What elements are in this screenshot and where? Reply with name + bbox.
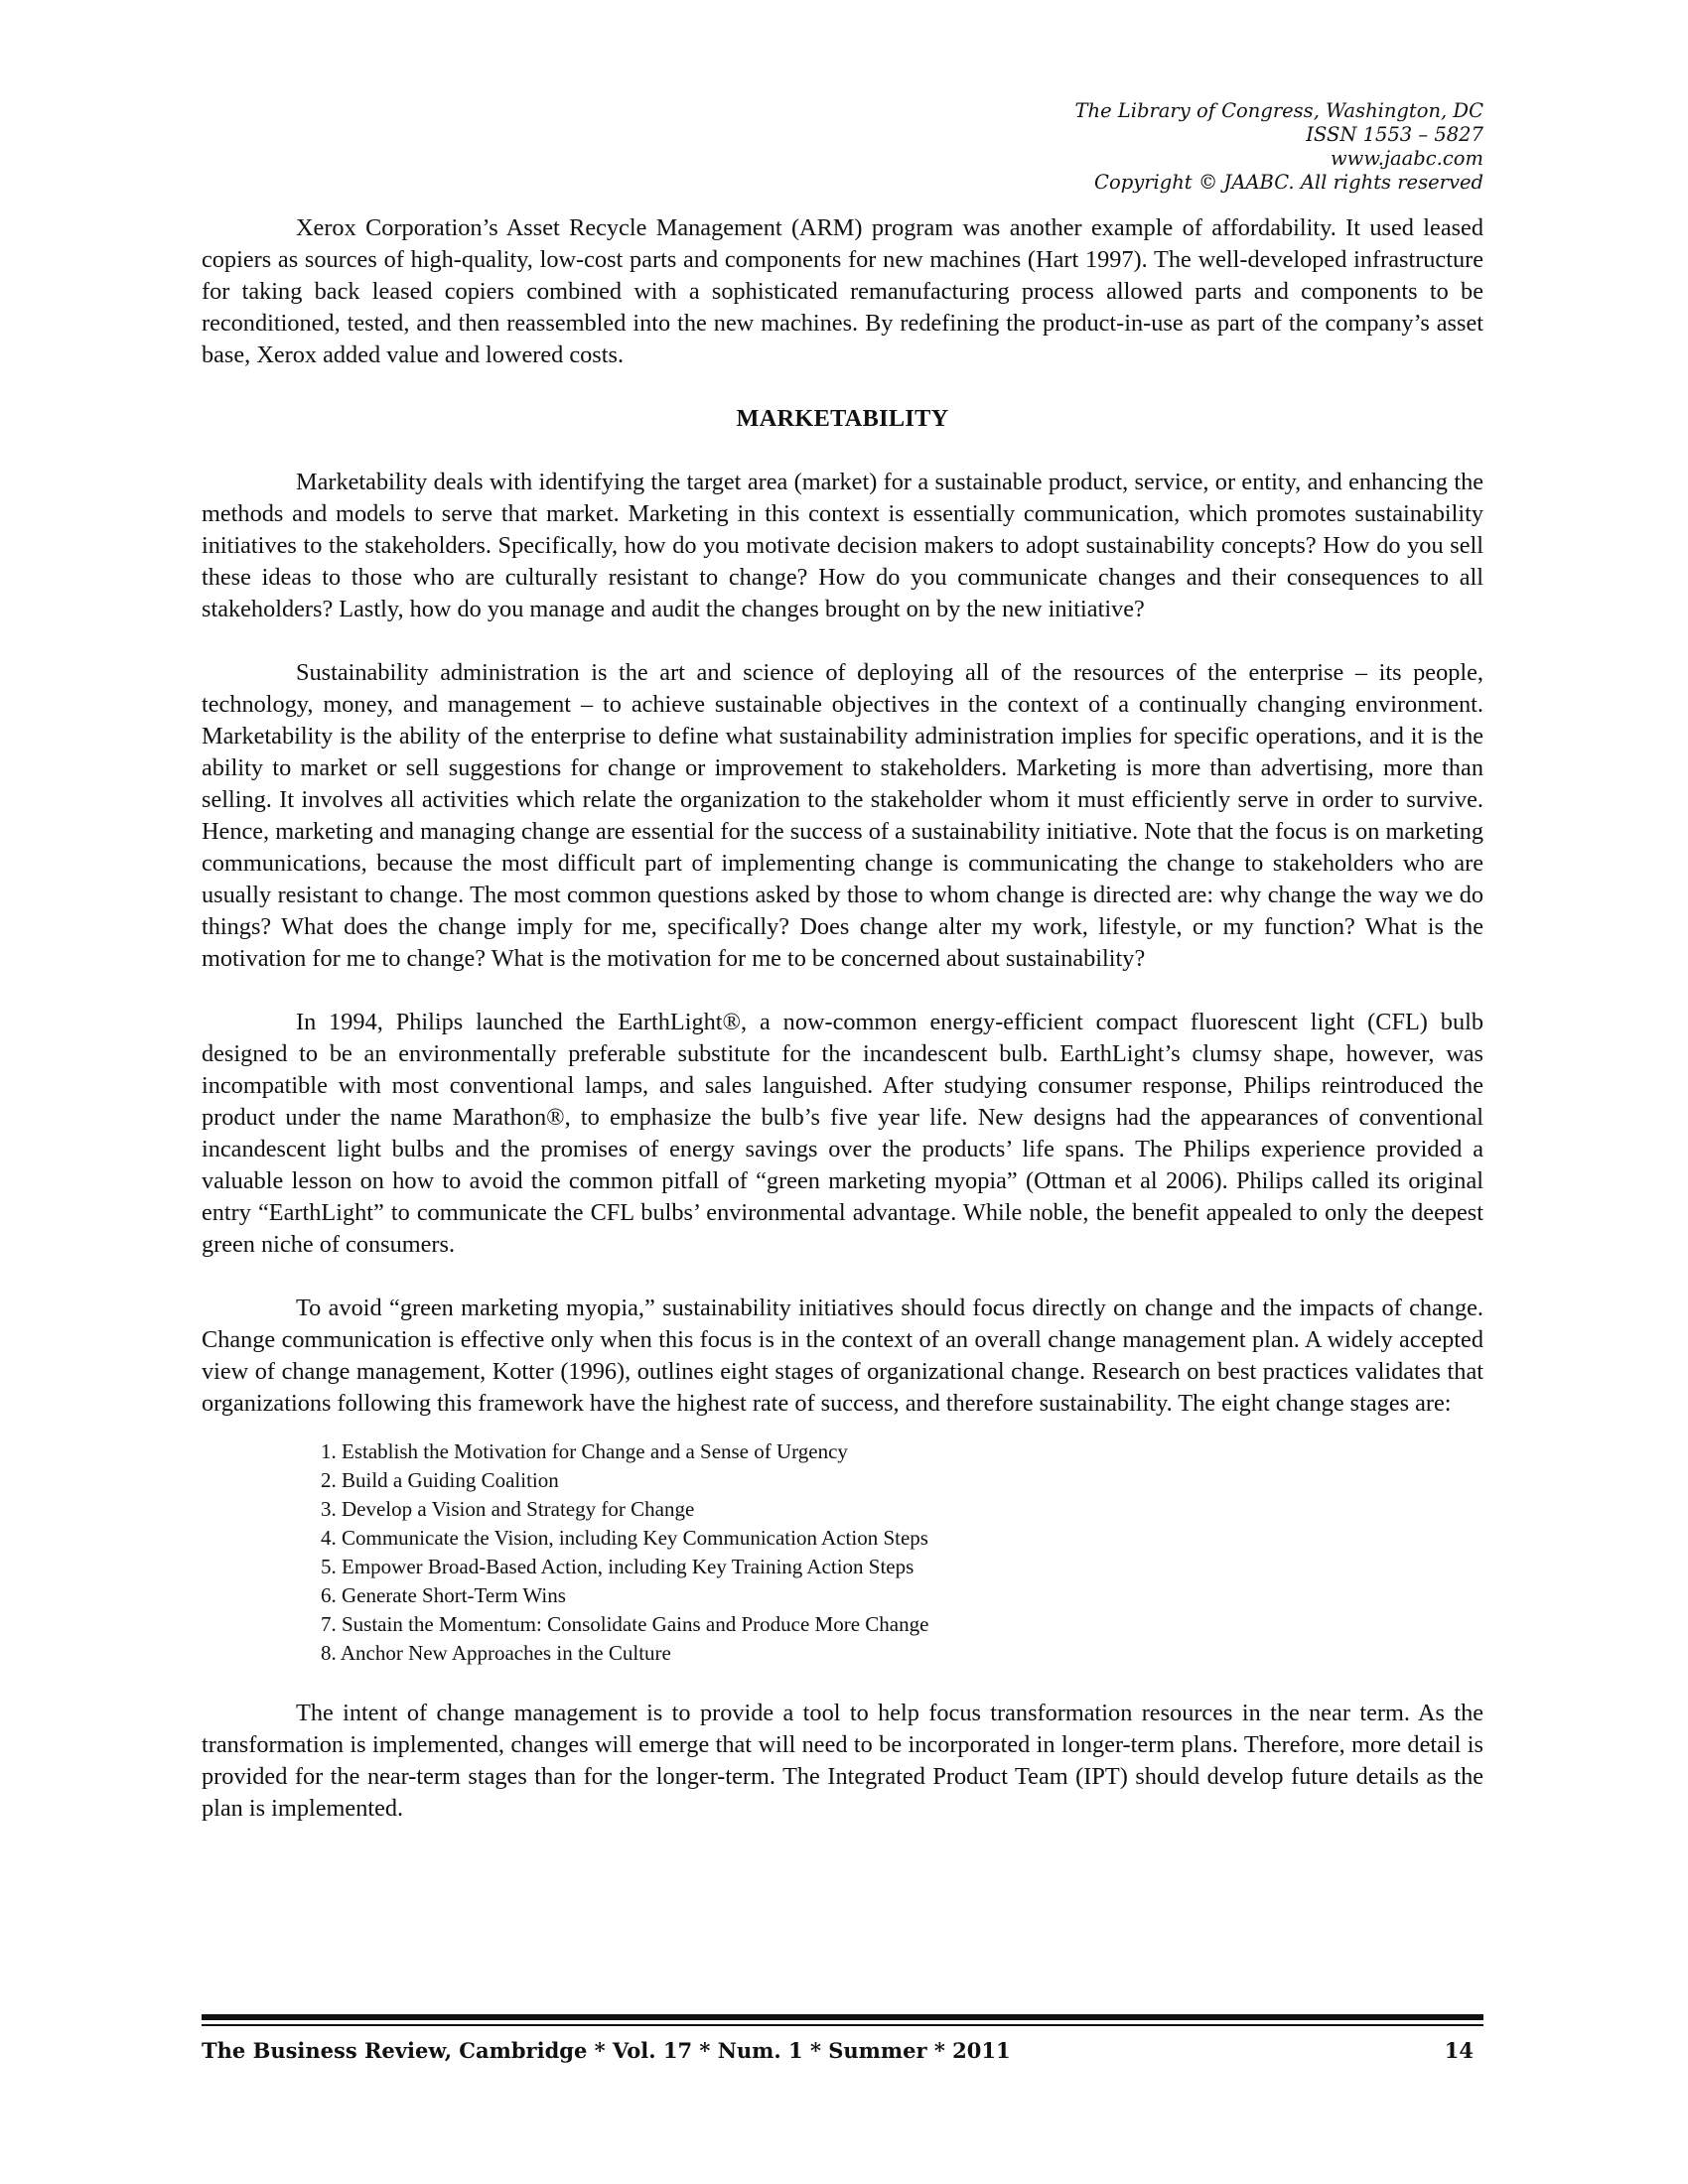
running-footer — [202, 2035, 1474, 2067]
list-item: 4. Communicate the Vision, including Key Communication Action Steps — [321, 1526, 928, 1550]
header-copyright: Copyright © JAABC. All rights reserved — [1094, 171, 1483, 194]
list-item: 2. Build a Guiding Coalition — [321, 1468, 559, 1492]
header-website: www.jaabc.com — [1330, 147, 1483, 170]
paragraph-myopia: To avoid “green marketing myopia,” sustainability initiatives should focus directly on change and the impacts of change. Change communication is effective only when this focus is in the context of an overall change management plan. A widely accepted view of change management, Kotter (1996), outlines eight stages of organizational change. Research on best practices validates that organizations following this framework have the highest rate of success, and therefore sustainability. The eight change stages are: — [202, 1295, 1483, 1417]
running-header — [788, 99, 1483, 195]
paragraph-administration: Sustainability administration is the art and science of deploying all of the resources of the enterprise – its people, technology, money, and management – to achieve sustainable objectives in the context of a continually changing environment. Marketability is the ability of the enterprise to define what sustainability administration implies for specific operations, and it is the ability to market or sell suggestions for change or improvement to stakeholders. Marketing is more than advertising, more than selling. It involves all activities which relate the organization to the stakeholder whom it must efficiently serve in order to survive. Hence, marketing and managing change are essential for the success of a sustainability initiative. Note that the focus is on marketing communications, because the most difficult part of implementing change is communicating the change to stakeholders who are usually resistant to change. The most common questions asked by those to whom change is directed are: why change the way we do things? What does the change imply for me, specifically? Does change alter my work, lifestyle, or my function? What is the motivation for me to change? What is the motivation for me to be concerned about sustainability? — [202, 659, 1483, 972]
paragraph-marketability: Marketability deals with identifying the target area (market) for a sustainable product, service, or entity, and enhancing the methods and models to serve that market. Marketing in this context is essentially communication, which promotes sustainability initiatives to the stakeholders. Specifically, how do you motivate decision makers to adopt sustainability concepts? How do you sell these ideas to those who are culturally resistant to change? How do you communicate changes and their consequences to all stakeholders? Lastly, how do you manage and audit the changes brought on by the new initiative? — [202, 469, 1483, 622]
list-item: 5. Empower Broad-Based Action, including Key Training Action Steps — [321, 1555, 914, 1578]
header-publisher: The Library of Congress, Washington, DC — [1074, 99, 1483, 122]
header-issn: ISSN 1553 – 5827 — [1306, 123, 1483, 146]
footer-rule-thick — [202, 2014, 1483, 2020]
page-number: 14 — [1444, 2038, 1474, 2063]
list-item: 3. Develop a Vision and Strategy for Change — [321, 1497, 695, 1521]
footer-journal-citation: The Business Review, Cambridge * Vol. 17 * Num. 1 * Summer * 2011 — [202, 2038, 1011, 2063]
paragraph-intent: The intent of change management is to provide a tool to help focus transformation resources in the near term. As the transformation is implemented, changes will emerge that will need to be incorporated in longer-term plans. Therefore, more detail is provided for the near-term stages than for the longer-term. The Integrated Product Team (IPT) should develop future details as the plan is implemented. — [202, 1700, 1483, 1822]
list-item: 1. Establish the Motivation for Change and a Sense of Urgency — [321, 1439, 848, 1463]
section-heading: MARKETABILITY — [736, 405, 949, 432]
list-item: 7. Sustain the Momentum: Consolidate Gains and Produce More Change — [321, 1612, 929, 1636]
paragraph-philips: In 1994, Philips launched the EarthLight®, a now-common energy-efficient compact fluorescent light (CFL) bulb designed to be an environmentally preferable substitute for the incandescent bulb. EarthLight’s clumsy shape, however, was incompatible with most conventional lamps, and sales languished. After studying consumer response, Philips reintroduced the product under the name Marathon®, to emphasize the bulb’s five year life. New designs had the appearances of conventional incandescent light bulbs and the promises of energy savings over the products’ life spans. The Philips experience provided a valuable lesson on how to avoid the common pitfall of “green marketing myopia” (Ottman et al 2006). Philips called its original entry “EarthLight” to communicate the CFL bulbs’ environmental advantage. While noble, the benefit appealed to only the deepest green niche of consumers. — [202, 1009, 1483, 1258]
footer-rule-thin — [202, 2024, 1483, 2026]
paragraph-xerox: Xerox Corporation’s Asset Recycle Management (ARM) program was another example of affordability. It used leased copiers as sources of high-quality, low-cost parts and components for new machines (Hart 1997). The well-developed infrastructure for taking back leased copiers combined with a sophisticated remanufacturing process allowed parts and components to be reconditioned, tested, and then reassembled into the new machines. By redefining the product-in-use as part of the company’s asset base, Xerox added value and lowered costs. — [202, 214, 1483, 368]
list-item: 8. Anchor New Approaches in the Culture — [321, 1641, 671, 1665]
list-item: 6. Generate Short-Term Wins — [321, 1583, 566, 1607]
change-stages-list — [202, 1437, 1483, 1668]
article-body — [202, 212, 1483, 1825]
